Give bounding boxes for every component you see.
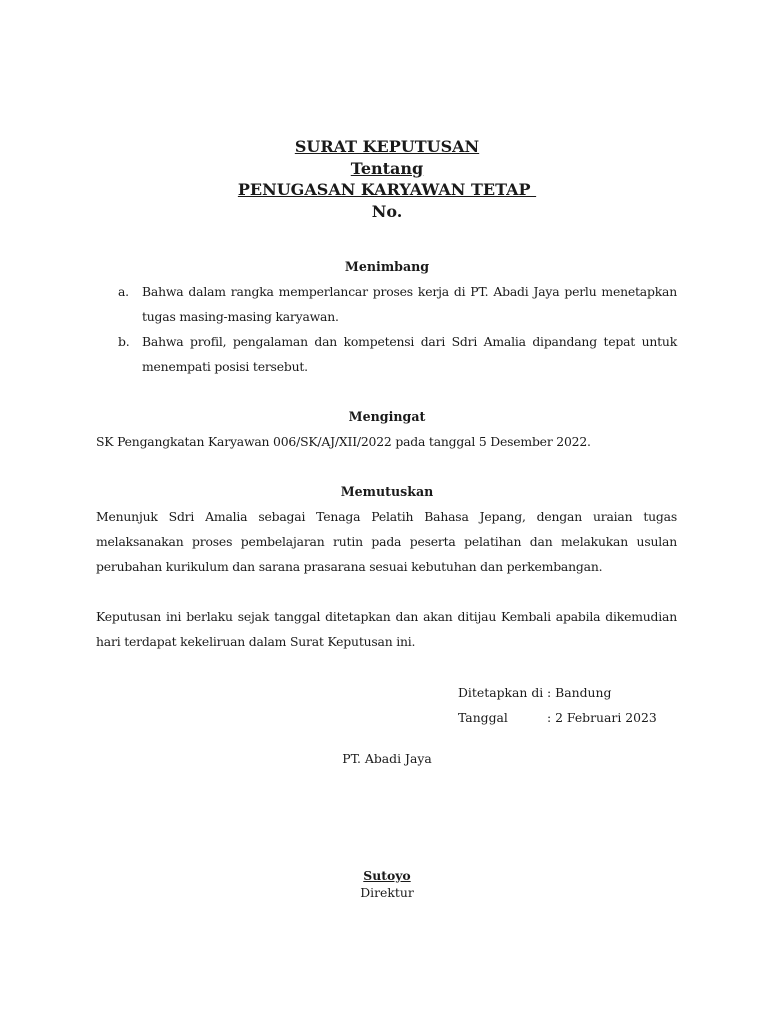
company-name: PT. Abadi Jaya — [342, 751, 432, 766]
title-line-4: No. — [371, 201, 403, 221]
list-item-text: Bahwa dalam rangka memperlancar proses kerja di PT. Abadi Jaya perlu menetapkan tugas masing-masing karyawan. — [142, 284, 677, 324]
date-value: : 2 Februari 2023 — [547, 710, 657, 725]
menimbang-item-a — [96, 279, 677, 329]
place-row — [458, 680, 678, 705]
date-label: Tanggal — [458, 710, 508, 725]
place-label: Ditetapkan di — [458, 685, 544, 700]
mengingat-heading: Mengingat — [348, 409, 426, 424]
signer-title: Direktur — [360, 885, 414, 900]
date-row — [458, 705, 678, 730]
list-item-text: Bahwa profil, pengalaman dan kompetensi dari Sdri Amalia dipandang tepat untuk menempati posisi tersebut. — [142, 334, 677, 374]
closing-text: Keputusan ini berlaku sejak tanggal ditetapkan dan akan ditijau Kembali apabila dikemudian hari terdapat kekeliruan dalam Surat Keputusan ini. — [96, 609, 677, 649]
list-marker: b. — [118, 334, 130, 349]
list-marker: a. — [118, 284, 129, 299]
menimbang-heading: Menimbang — [344, 259, 430, 274]
title-line-1: SURAT KEPUTUSAN — [294, 137, 480, 156]
document-title — [0, 136, 768, 222]
mengingat-text: SK Pengangkatan Karyawan 006/SK/AJ/XII/2022 pada tanggal 5 Desember 2022. — [96, 434, 591, 449]
title-line-3: PENUGASAN KARYAWAN TETAP — [237, 180, 537, 199]
memutuskan-heading: Memutuskan — [340, 484, 434, 499]
menimbang-item-b — [96, 329, 677, 379]
memutuskan-text: Menunjuk Sdri Amalia sebagai Tenaga Pelatih Bahasa Jepang, dengan uraian tugas melaksanakan proses pembelajaran rutin pada peserta pelatihan dan melakukan usulan perubahan kurikulum dan sarana prasarana sesuai kebutuhan dan perkembangan. — [96, 509, 677, 574]
signer-name: Sutoyo — [363, 868, 411, 883]
title-line-2: Tentang — [350, 158, 424, 178]
place-value: : Bandung — [547, 685, 612, 700]
